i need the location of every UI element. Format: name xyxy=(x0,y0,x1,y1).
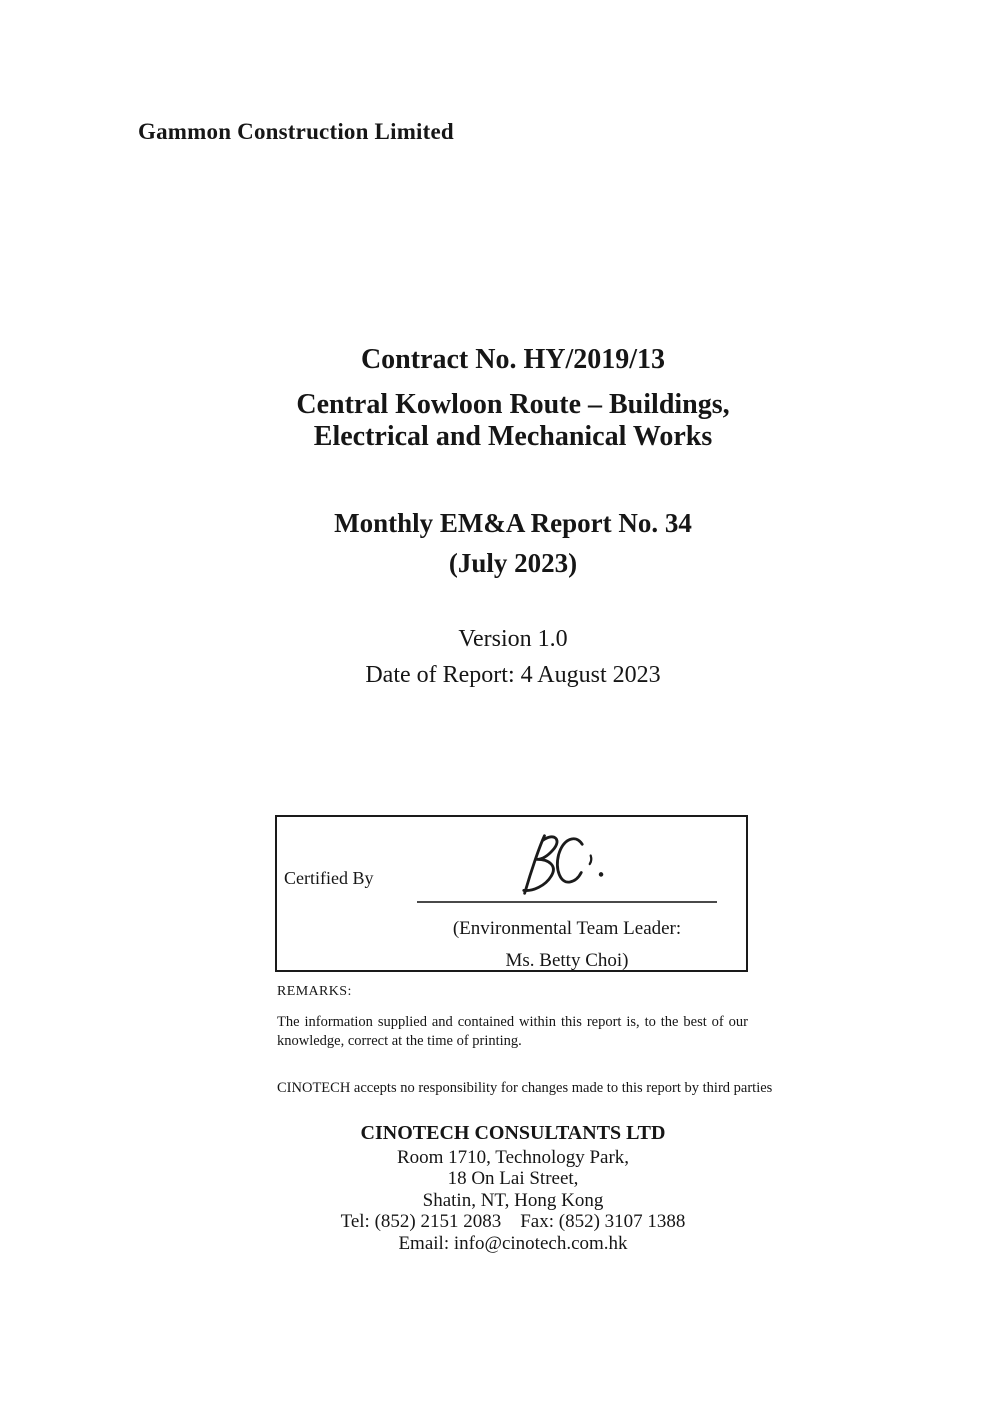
signatory-role: (Environmental Team Leader: xyxy=(452,918,682,939)
contract-title-block xyxy=(35,344,991,453)
consultant-tel-fax: Tel: (852) 2151 2083 Fax: (852) 3107 1388 xyxy=(340,1211,686,1232)
version-block xyxy=(35,621,991,693)
consultant-address-line-1: Room 1710, Technology Park, xyxy=(396,1146,630,1168)
remarks-disclaimer-1: The information supplied and contained within this report is, to the best of our knowledge, correct at the time of printing. xyxy=(277,1014,748,1049)
project-title-line-1: Central Kowloon Route – Buildings, xyxy=(296,389,730,420)
version-label: Version 1.0 xyxy=(458,626,568,652)
signature-line xyxy=(417,825,717,903)
consultant-contact-block xyxy=(35,1123,991,1254)
consultant-address-line-3: Shatin, NT, Hong Kong xyxy=(422,1189,604,1211)
remarks-heading: REMARKS: xyxy=(277,984,352,999)
consultant-address-line-2: 18 On Lai Street, xyxy=(447,1168,579,1189)
report-title: Monthly EM&A Report No. 34 xyxy=(334,508,692,538)
handwritten-signature-icon xyxy=(498,832,622,898)
signatory-name: Ms. Betty Choi) xyxy=(505,950,629,971)
company-name: Gammon Construction Limited xyxy=(138,119,454,144)
project-title-line-2: Electrical and Mechanical Works xyxy=(313,421,713,452)
consultant-email: Email: info@cinotech.com.hk xyxy=(398,1232,628,1254)
certification-box xyxy=(275,815,748,972)
certified-by-label: Certified By xyxy=(284,868,374,888)
consultant-name: CINOTECH CONSULTANTS LTD xyxy=(360,1122,666,1144)
report-title-block xyxy=(35,503,991,583)
remarks-disclaimer-2: CINOTECH accepts no responsibility for changes made to this report by third parties xyxy=(277,1080,773,1096)
contract-number: Contract No. HY/2019/13 xyxy=(360,344,666,375)
report-period: (July 2023) xyxy=(448,548,578,578)
signatory-block xyxy=(387,913,747,977)
report-date: Date of Report: 4 August 2023 xyxy=(365,662,661,688)
